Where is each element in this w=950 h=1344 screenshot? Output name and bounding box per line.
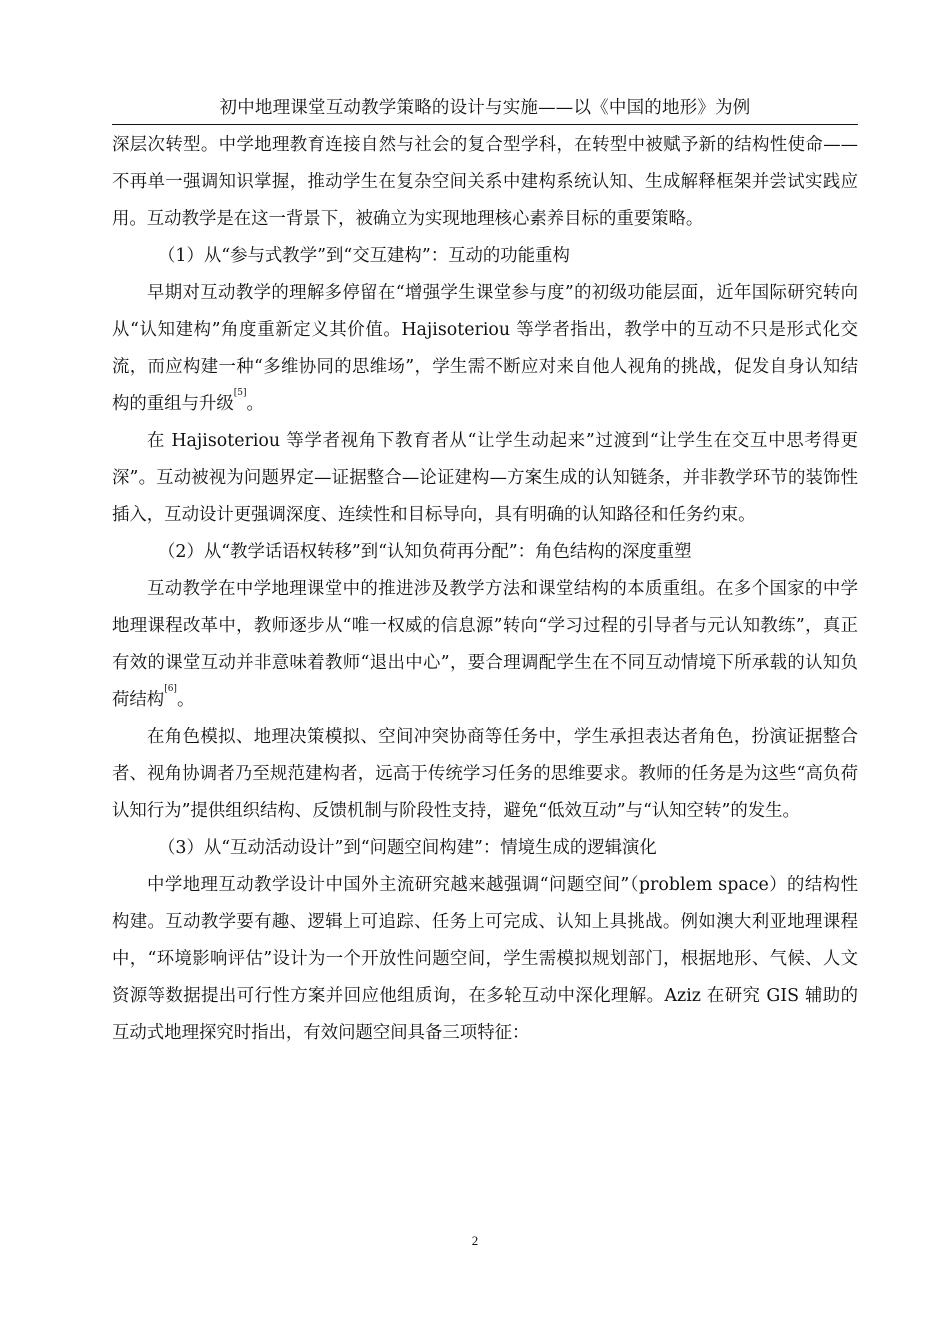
running-header: 初中地理课堂互动教学策略的设计与实施——以《中国的地形》为例	[219, 98, 751, 118]
citation-6: [6]	[164, 684, 177, 694]
paragraph-4-end: 。	[176, 690, 195, 710]
paragraph-continuation: 深层次转型。中学地理教育连接自然与社会的复合型学科，在转型中被赋予新的结构性使命——不再单一强调知识掌握，推动学生在复杂空间关系中建构系统认知、生成解释框架并尝试实践应用。互动教学是在这一背景下，被确立为实现地理核心素养目标的重要策略。	[112, 135, 858, 229]
page-number: 2	[471, 1233, 479, 1248]
paragraph-4-text: 互动教学在中学地理课堂中的推进涉及教学方法和课堂结构的本质重组。在多个国家的中学地理课程改革中，教师逐步从“唯一权威的信息源”转向“学习过程的引导者与元认知教练”，真正有效的课堂互动并非意味着教师“退出中心”，要合理调配学生在不同互动情境下所承载的认知负荷结构	[112, 579, 858, 710]
citation-5: [5]	[233, 388, 247, 398]
paragraph-2-text: 早期对互动教学的理解多停留在“增强学生课堂参与度”的初级功能层面，近年国际研究转向从“认知建构”角度重新定义其价值。Hajisoteriou 等学者指出，教学中的互动不只是形式化交流，而应构建一种“多维协同的思维场”，学生需不断应对来自他人视角的挑战，促发自身认知结构的重组与升级	[112, 283, 858, 414]
section-heading-3: （3）从“互动活动设计”到“问题空间构建”：情境生成的逻辑演化	[158, 838, 657, 858]
paragraph-5: 在角色模拟、地理决策模拟、空间冲突协商等任务中，学生承担表达者角色，扮演证据整合者、视角协调者乃至规范建构者，远高于传统学习任务的思维要求。教师的任务是为这些“高负荷认知行为”提供组织结构、反馈机制与阶段性支持，避免“低效互动”与“认知空转”的发生。	[112, 727, 858, 821]
paragraph-2	[112, 275, 858, 423]
paragraph-6: 中学地理互动教学设计中国外主流研究越来越强调“问题空间”（problem space）的结构性构建。互动教学要有趣、逻辑上可追踪、任务上可完成、认知上具挑战。例如澳大利亚地理课程中，“环境影响评估”设计为一个开放性问题空间，学生需模拟规划部门，根据地形、气候、人文资源等数据提出可行性方案并回应他组质询，在多轮互动中深化理解。Aziz 在研究 GIS 辅助的互动式地理探究时指出，有效问题空间具备三项特征：	[112, 875, 858, 1043]
header-rule	[112, 124, 858, 125]
paragraph-3: 在 Hajisoteriou 等学者视角下教育者从“让学生动起来”过渡到“让学生在交互中思考得更深”。互动被视为问题界定—证据整合—论证建构—方案生成的认知链条，并非教学环节的装饰性插入，互动设计更强调深度、连续性和目标导向，具有明确的认知路径和任务约束。	[112, 431, 858, 525]
document-body	[112, 127, 858, 1052]
paragraph-4	[112, 571, 858, 719]
section-heading-1: （1）从“参与式教学”到“交互建构”：互动的功能重构	[158, 246, 570, 266]
section-heading-2: （2）从“教学话语权转移”到“认知负荷再分配”：角色结构的深度重塑	[158, 542, 692, 562]
paragraph-2-end: 。	[246, 394, 264, 414]
